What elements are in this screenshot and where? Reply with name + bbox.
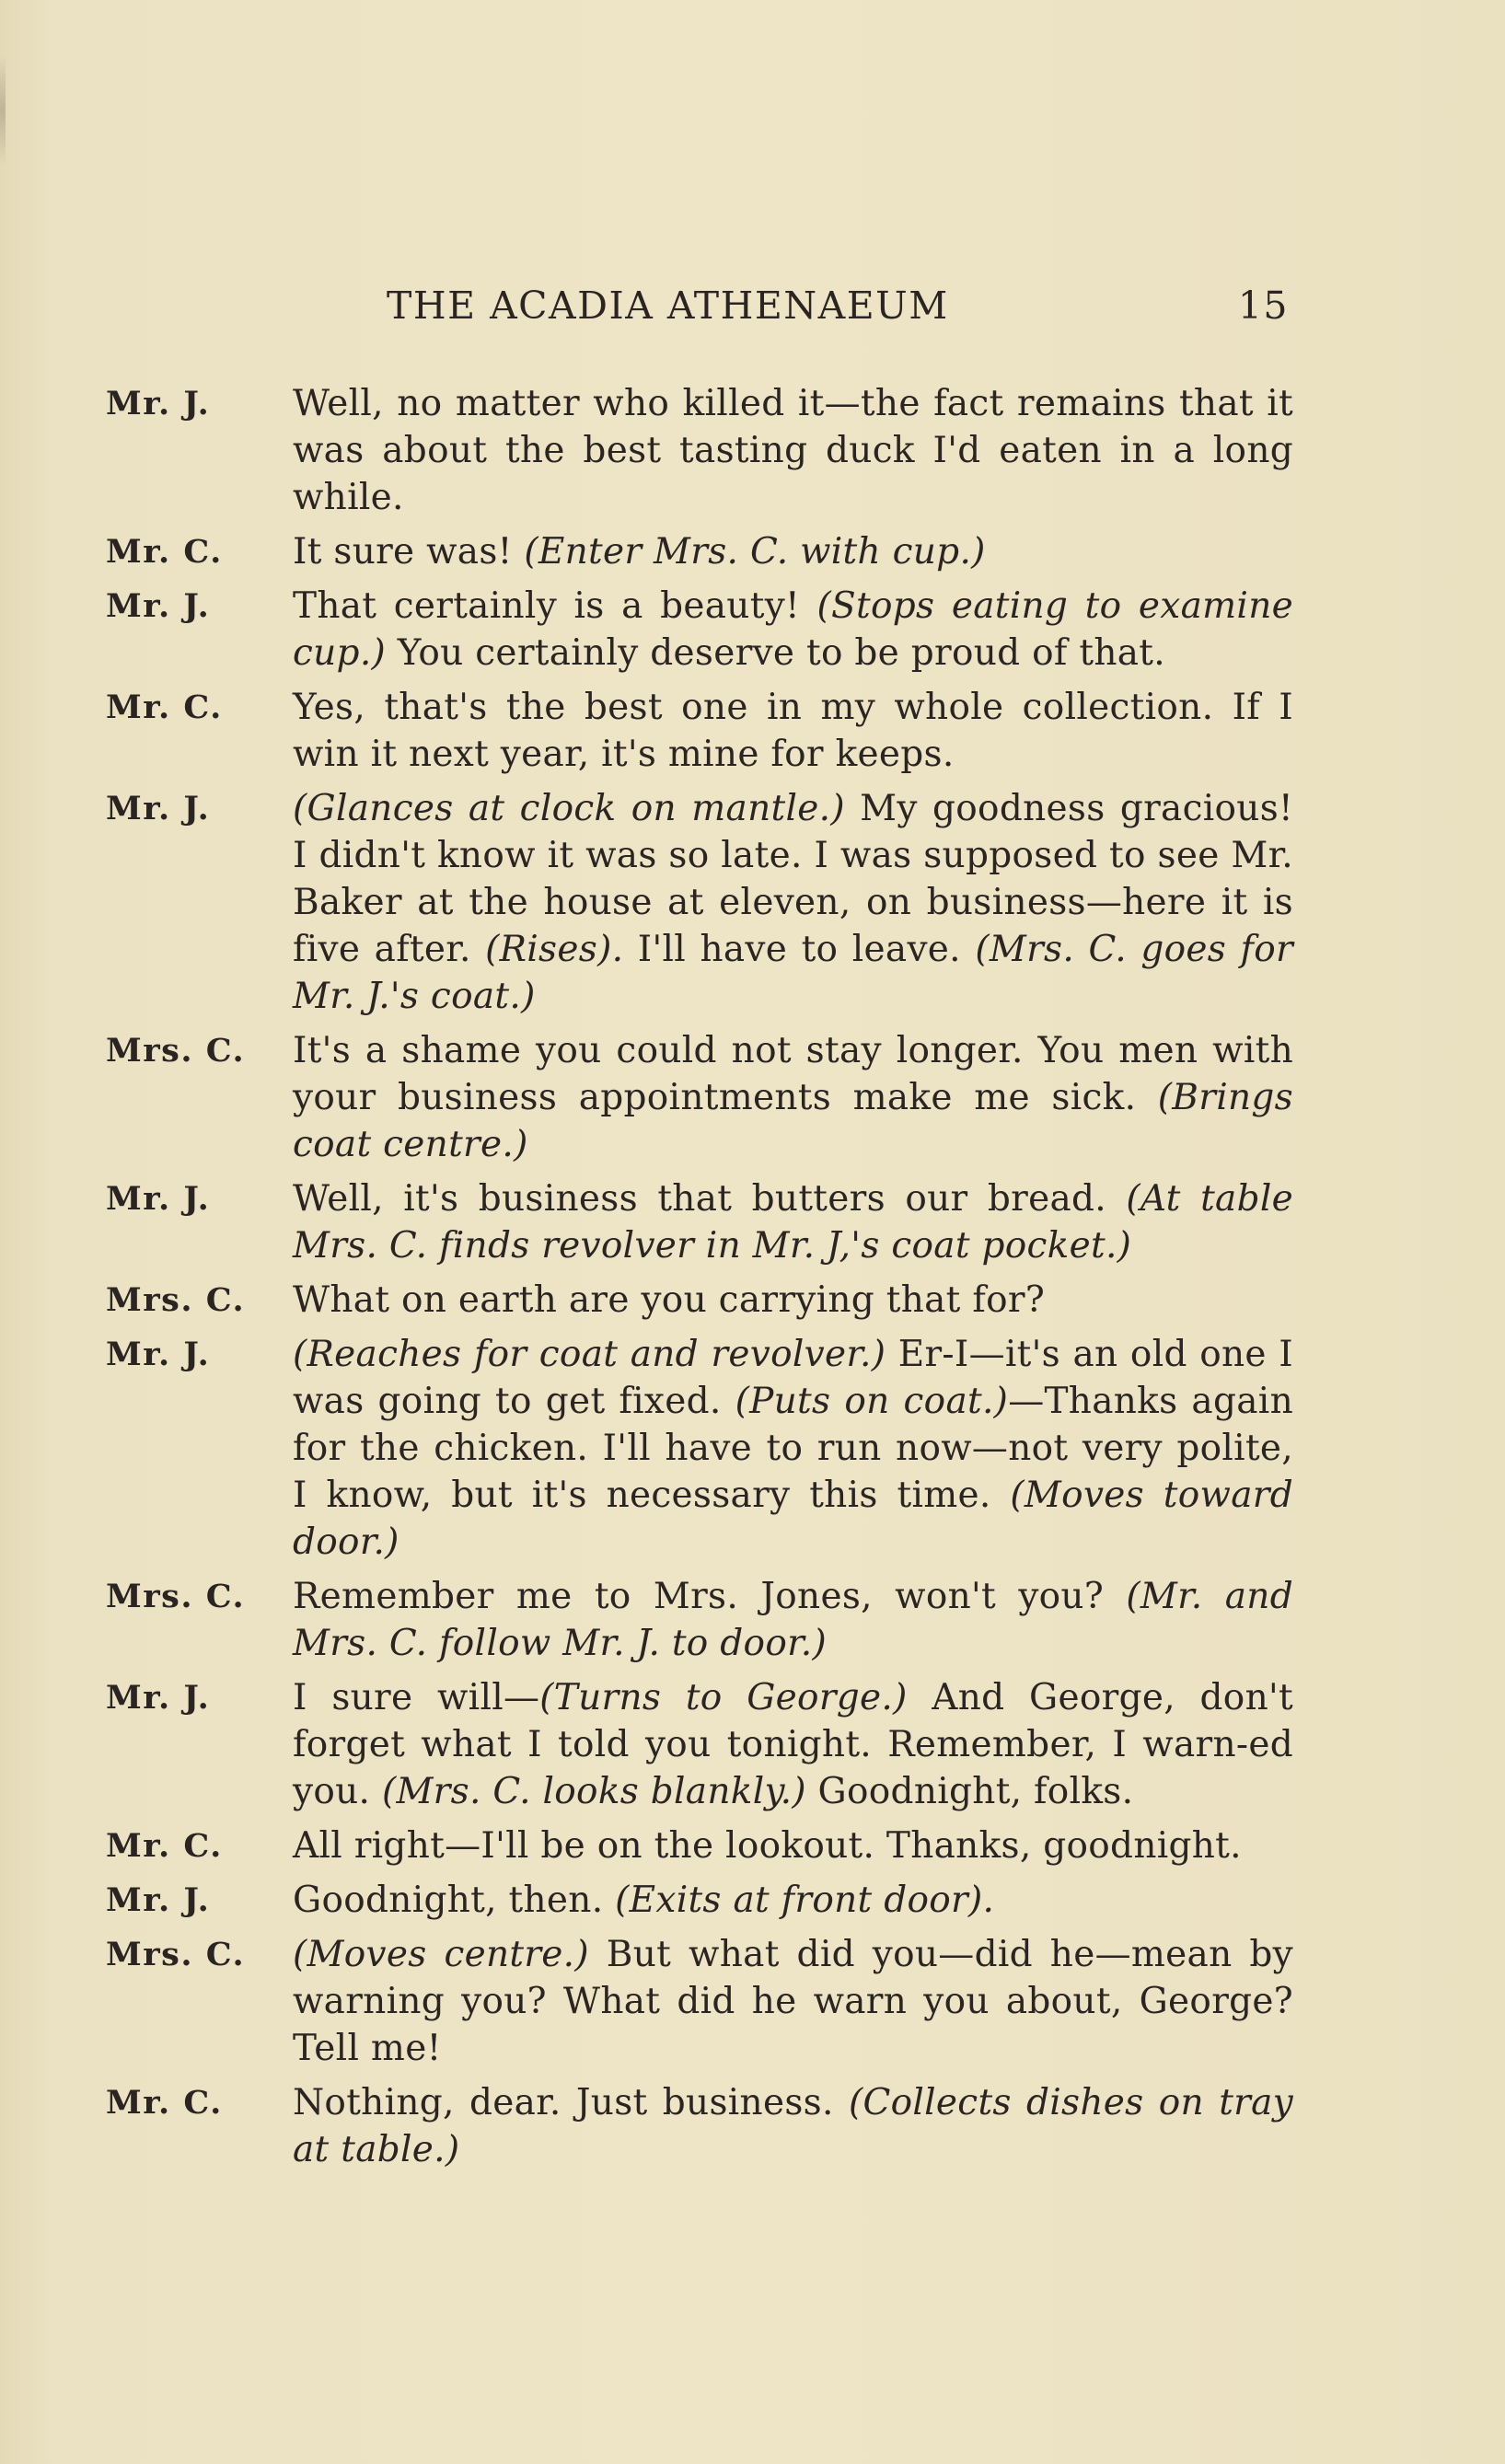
dialogue-entry [106,2079,1293,2173]
speaker-name: Mr. J. [106,1881,211,1919]
speaker-name: Mr. J. [106,385,211,422]
dialogue-entry [106,785,1293,1020]
dialogue-entry [106,1674,1293,1815]
stage-direction: (Moves centre.) [293,1934,589,1975]
spoken-text: Nothing, dear. Just business. [293,2082,849,2123]
spoken-text: My goodness gracious! I didn't know it was so late. I was supposed to see Mr. Baker at the house at eleven, on business—here it is five after. [293,788,1293,970]
speaker-name: Mr. C. [106,533,223,571]
dialogue-line [293,1877,1293,1924]
dialogue-entry [106,528,1293,575]
speaker-name: Mr. C. [106,1827,223,1865]
spoken-text: You certainly deserve to be proud of that. [386,632,1165,674]
dialogue-entry [106,380,1293,521]
speaker-name: Mr. J. [106,1679,211,1717]
spoken-text: It sure was! [293,531,525,573]
speaker-name: Mr. C. [106,688,223,726]
dialogue-line [293,2079,1293,2173]
spoken-text: I sure will— [293,1677,540,1718]
spoken-text: I'll have to leave. [623,929,976,970]
speaker-name: Mrs. C. [106,1032,246,1070]
speaker-name: Mrs. C. [106,1578,246,1615]
dialogue-line [293,1175,1293,1269]
dialogue-line [293,1674,1293,1815]
stage-direction: (Mrs. C. looks blankly.) [381,1771,806,1812]
speaker-name: Mrs. C. [106,1281,246,1319]
spoken-text: Goodnight, folks. [805,1771,1134,1812]
dialogue-entry [106,1175,1293,1269]
page-number: 15 [1237,283,1289,328]
spoken-text: It's a shame you could not stay longer. You men with your business appointments make me sick. [293,1030,1293,1118]
stage-direction: (Stops eating to examine cup.) [293,585,1293,674]
stage-direction: (At table Mrs. C. finds revolver in Mr. J,'s coat pocket.) [293,1178,1294,1267]
speaker-name: Mrs. C. [106,1936,246,1973]
running-header [387,283,1289,339]
spoken-text: All right—I'll be on the lookout. Thanks, goodnight. [293,1825,1242,1867]
dialogue-line [293,684,1293,778]
dialogue-entry [106,684,1293,778]
stage-direction: (Rises). [485,929,624,970]
spoken-text: Goodnight, then. [293,1880,616,1921]
dialogue-line [293,1331,1293,1566]
stage-direction: (Enter Mrs. C. with cup.) [524,531,986,573]
speaker-name: Mr. C. [106,2084,223,2122]
stage-direction: (Turns to George.) [539,1677,908,1718]
stage-direction: (Mrs. C. goes for Mr. J.'s coat.) [293,929,1293,1017]
dialogue-entry [106,1877,1293,1924]
speaker-name: Mr. J. [106,790,211,827]
spoken-text: Well, no matter who killed it—the fact remains that it was about the best tasting duck I'd eaten in a long while. [293,383,1293,518]
dialogue-line [293,1931,1293,2072]
running-title: THE ACADIA ATHENAEUM [387,283,949,328]
spoken-text: Remember me to Mrs. Jones, won't you? [293,1576,1127,1617]
dialogue-entry [106,1027,1293,1168]
dialogue-entry [106,1822,1293,1869]
play-dialogue [106,380,1293,2181]
stage-direction: (Exits at front door). [615,1880,995,1921]
dialogue-line [293,1573,1293,1667]
spoken-text: But what did you—did he—mean by warning you? What did he warn you about, George? Tell me! [293,1934,1294,2069]
stage-direction: (Glances at clock on mantle.) [293,788,845,829]
speaker-name: Mr. J. [106,1180,211,1218]
dialogue-line [293,1277,1293,1324]
speaker-name: Mr. J. [106,587,211,625]
speaker-name: Mr. J. [106,1336,211,1373]
dialogue-line [293,583,1293,677]
spoken-text: —Thanks again for the chicken. I'll have to run now—not very polite, I know, but it's necessary this time. [293,1381,1293,1516]
stage-direction: (Moves toward door.) [293,1475,1293,1563]
spoken-text: That certainly is a beauty! [293,585,817,627]
dialogue-entry [106,583,1293,677]
spoken-text: And George, don't forget what I told you tonight. Remember, I warn-ed you. [293,1677,1293,1812]
dialogue-entry [106,1277,1293,1324]
dialogue-entry [106,1331,1293,1566]
dialogue-line [293,1822,1293,1869]
stage-direction: (Mr. and Mrs. C. follow Mr. J. to door.) [293,1576,1293,1664]
spoken-text: Yes, that's the best one in my whole collection. If I win it next year, it's mine for keeps. [293,687,1293,775]
dialogue-line [293,1027,1293,1168]
spoken-text: What on earth are you carrying that for? [293,1279,1046,1321]
stage-direction: (Reaches for coat and revolver.) [293,1334,886,1375]
dialogue-line [293,785,1293,1020]
dialogue-line [293,380,1293,521]
stage-direction: (Puts on coat.) [735,1381,1009,1422]
stage-direction: (Brings coat centre.) [293,1077,1293,1165]
spoken-text: Well, it's business that butters our bread. [293,1178,1127,1220]
dialogue-entry [106,1573,1293,1667]
dialogue-line [293,528,1293,575]
spoken-text: Er-I—it's an old one I was going to get fixed. [293,1334,1293,1422]
stage-direction: (Collects dishes on tray at table.) [293,2082,1294,2170]
dialogue-entry [106,1931,1293,2072]
page-edge-shadow [0,55,6,166]
